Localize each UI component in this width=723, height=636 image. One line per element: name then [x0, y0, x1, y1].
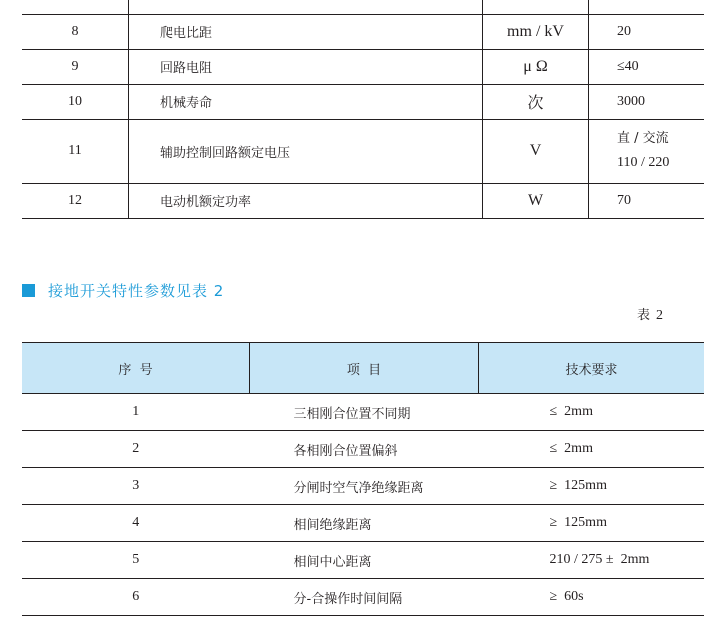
section-title: 接地开关特性参数见表 2 — [48, 281, 225, 300]
row-number: 10 — [22, 84, 129, 119]
table-row — [22, 119, 704, 183]
row-unit: μ Ω — [483, 49, 589, 84]
table-row — [22, 394, 704, 431]
table-row — [22, 49, 704, 84]
row-requirement: ≤ 2mm — [479, 394, 705, 431]
row-number: 6 — [22, 579, 250, 616]
table-cell — [22, 0, 129, 14]
section-heading — [22, 280, 224, 300]
table-row — [22, 579, 704, 616]
row-value — [589, 119, 705, 183]
row-requirement: ≥ 60s — [479, 579, 705, 616]
row-number: 12 — [22, 183, 129, 218]
table-caption — [637, 304, 663, 324]
row-unit: W — [483, 183, 589, 218]
row-number: 9 — [22, 49, 129, 84]
row-requirement: ≥ 125mm — [479, 505, 705, 542]
row-number: 8 — [22, 14, 129, 49]
table-cell — [589, 0, 705, 14]
row-item: 辅助控制回路额定电压 — [129, 119, 483, 183]
row-number: 1 — [22, 394, 250, 431]
row-value-line-2: 110 / 220 — [617, 155, 670, 170]
header-no: 序 号 — [22, 343, 250, 394]
row-value: ≤40 — [589, 49, 705, 84]
header-requirement: 技术要求 — [479, 343, 705, 394]
parameter-table-1 — [22, 0, 704, 219]
table-caption-prefix: 表 — [637, 308, 657, 323]
row-value: 3000 — [589, 84, 705, 119]
row-item: 分闸时空气净绝缘距离 — [250, 468, 479, 505]
row-unit: 次 — [483, 84, 589, 119]
row-requirement: ≤ 2mm — [479, 431, 705, 468]
table-cell — [129, 0, 483, 14]
table-caption-number: 2 — [656, 308, 664, 323]
row-item: 分-合操作时间间隔 — [250, 579, 479, 616]
row-value-line-1: 直 / 交流 — [617, 131, 669, 146]
row-item: 回路电阻 — [129, 49, 483, 84]
row-item: 电动机额定功率 — [129, 183, 483, 218]
row-unit: mm / kV — [483, 14, 589, 49]
header-item: 项 目 — [250, 343, 479, 394]
row-number: 5 — [22, 542, 250, 579]
row-requirement: ≥ 125mm — [479, 468, 705, 505]
table-header-row — [22, 343, 704, 394]
row-value: 20 — [589, 14, 705, 49]
row-number: 3 — [22, 468, 250, 505]
table-row — [22, 14, 704, 49]
table-row — [22, 183, 704, 218]
table-cell — [483, 0, 589, 14]
row-item: 爬电比距 — [129, 14, 483, 49]
table-row — [22, 468, 704, 505]
table-row — [22, 505, 704, 542]
row-unit: V — [483, 119, 589, 183]
row-item: 三相刚合位置不同期 — [250, 394, 479, 431]
table-row — [22, 542, 704, 579]
row-number: 2 — [22, 431, 250, 468]
table-row-top-fragment — [22, 0, 704, 14]
row-value: 70 — [589, 183, 705, 218]
table-row — [22, 431, 704, 468]
section-square-icon — [22, 284, 35, 297]
row-item: 相间中心距离 — [250, 542, 479, 579]
row-item: 机械寿命 — [129, 84, 483, 119]
table-row — [22, 84, 704, 119]
row-number: 11 — [22, 119, 129, 183]
row-item: 相间绝缘距离 — [250, 505, 479, 542]
row-number: 4 — [22, 505, 250, 542]
row-requirement: 210 / 275 ± 2mm — [479, 542, 705, 579]
grounding-switch-table — [22, 342, 704, 616]
row-item: 各相刚合位置偏斜 — [250, 431, 479, 468]
